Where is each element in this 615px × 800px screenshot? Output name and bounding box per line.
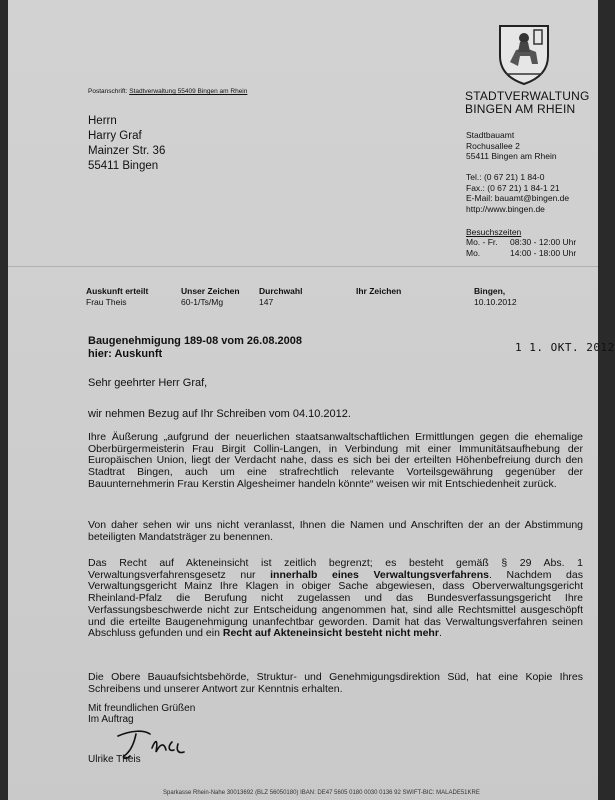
- closing-on-behalf: Im Auftrag: [88, 714, 134, 725]
- phone-number: Tel.: (0 67 21) 1 84-0: [466, 172, 545, 182]
- ref-our-sign-value: 60-1/Ts/Mg: [181, 297, 224, 307]
- legal-text-e: .: [438, 627, 442, 640]
- recipient-street: Mainzer Str. 36: [88, 145, 166, 157]
- hours-days: Mo. - Fr.: [466, 237, 498, 247]
- paragraph-refusal: Von daher sehen wir uns nicht veranlasst, Ihnen die Namen und Anschriften der an der Abstimmung beteiligten Mandatsträger zu benennen.: [88, 519, 583, 543]
- bank-footer: Sparkasse Rhein-Nahe 30013692 (BLZ 56050180) IBAN: DE47 5605 0180 0030 0136 92 SWIFT-BIC: MALADE51KRE: [163, 790, 480, 796]
- paragraph-allegation: Ihre Äußerung „aufgrund der neuerlichen staatsanwaltschaftlichen Ermittlungen gegen die ehemalige Oberbürgermeisterin Frau Birgit Collin-Langen, in Verbindung mit einer Immunitätsaufhebung der Europäischen Union, liegt der Verdacht nahe, dass es sich bei der erteilten Höhenbefreiung durch den Stadtrat Bingen, auch um eine strafrechtlich relevante Vorteilsgewährung gegenüber der Bauunternehmerin Frau Kerstin Algesheimer handeln könnte“ weisen wir mit Entschiedenheit zurück.: [88, 431, 583, 490]
- org-name-line2: BINGEN AM RHEIN: [465, 102, 576, 116]
- ref-date: [474, 286, 517, 308]
- ref-info-value: Frau Theis: [86, 297, 127, 307]
- hours-time: 08:30 - 12:00 Uhr: [510, 237, 577, 247]
- signer-name: Ulrike Theis: [88, 754, 141, 765]
- ref-info: [86, 286, 148, 308]
- hours-days: Mo.: [466, 248, 481, 258]
- ref-extension: [259, 286, 302, 308]
- email-address: E-Mail: bauamt@bingen.de: [466, 193, 570, 203]
- ref-your-sign: [356, 286, 401, 297]
- postal-address-line: [88, 88, 247, 95]
- recipient-salutation: Herrn: [88, 115, 117, 127]
- fax-number: Fax.: (0 67 21) 1 84-1 21: [466, 182, 560, 193]
- letter-page: [8, 0, 615, 800]
- intro-sentence: wir nehmen Bezug auf Ihr Schreiben vom 04.10.2012.: [88, 408, 351, 420]
- recipient-address: [88, 114, 165, 174]
- org-name-line1: STADTVERWALTUNG: [465, 89, 590, 103]
- sender-contact: [466, 172, 569, 214]
- received-stamp: 1 1. OKT. 2012: [515, 341, 615, 354]
- legal-text-c: . Nachdem das Verwaltungsgericht Mainz Ihre Klagen in obiger Sache abgewiesen, dass Oberverwaltungsgericht Rheinland-Pfalz die Berufung nicht zugelassen und das Bundesverfassungsgericht Ihre Verfassungsbeschwerde nicht zur Entscheidung angenommen hat, sind alle Rechtsmittel ausgeschöpft und die erteilte Baugenehmigung unanfechtbar geworden. Damit hat das Verwaltungsverfahren seinen Abschluss gefunden und ein: [88, 568, 583, 640]
- subject: [88, 335, 302, 361]
- closing-regards: Mit freundlichen Grüßen: [88, 703, 196, 714]
- paragraph-copy-notice: Die Obere Bauaufsichtsbehörde, Struktur- und Genehmigungsdirektion Süd, hat eine Kopie Ihres Schreibens und unserer Antwort zur Kenntnis erhalten.: [88, 671, 583, 695]
- hours-time: 14:00 - 18:00 Uhr: [510, 248, 577, 258]
- ref-our-sign: [181, 286, 240, 308]
- fold-line: [8, 266, 598, 267]
- ref-extension-label: Durchwahl: [259, 286, 303, 296]
- ref-date-value: 10.10.2012: [474, 297, 517, 307]
- organization-name: [465, 90, 590, 116]
- hours-row: [466, 237, 576, 248]
- ref-our-sign-label: Unser Zeichen: [181, 286, 240, 296]
- legal-emphasis-procedure: innerhalb eines Verwaltungsverfahrens: [270, 568, 489, 581]
- recipient-name: Harry Graf: [88, 130, 142, 142]
- ref-extension-value: 147: [259, 297, 274, 307]
- ref-place: Bingen,: [474, 286, 506, 296]
- postal-prefix: Postanschrift:: [88, 88, 128, 95]
- department-name: Stadtbauamt: [466, 130, 515, 140]
- closing: [88, 703, 195, 725]
- department-street: Rochusallee 2: [466, 140, 520, 151]
- website: http://www.bingen.de: [466, 203, 545, 214]
- department-city: 55411 Bingen am Rhein: [466, 151, 557, 161]
- ref-info-label: Auskunft erteilt: [86, 286, 149, 296]
- legal-text-a: Das Recht auf Akteneinsicht ist zeitlich begrenzt; es besteht gemäß § 29 Abs. 1 Verwaltungsverfahrensgesetz nur: [88, 557, 583, 581]
- ref-your-sign-label: Ihr Zeichen: [356, 286, 402, 296]
- subject-line2: hier: Auskunft: [88, 348, 163, 360]
- visiting-hours-heading: Besuchszeiten: [466, 227, 522, 237]
- visiting-hours: [466, 237, 576, 259]
- sender-department: [466, 130, 557, 162]
- coat-of-arms-logo: [496, 22, 552, 86]
- paragraph-legal: [88, 558, 583, 640]
- subject-line1: Baugenehmigung 189-08 vom 26.08.2008: [88, 335, 302, 347]
- greeting: Sehr geehrter Herr Graf,: [88, 377, 208, 389]
- recipient-city: 55411 Bingen: [88, 160, 159, 172]
- hours-row: [466, 248, 576, 259]
- legal-emphasis-no-right: Recht auf Akteneinsicht besteht nicht mehr: [222, 627, 439, 640]
- postal-sender: Stadtverwaltung 55409 Bingen am Rhein: [129, 88, 248, 95]
